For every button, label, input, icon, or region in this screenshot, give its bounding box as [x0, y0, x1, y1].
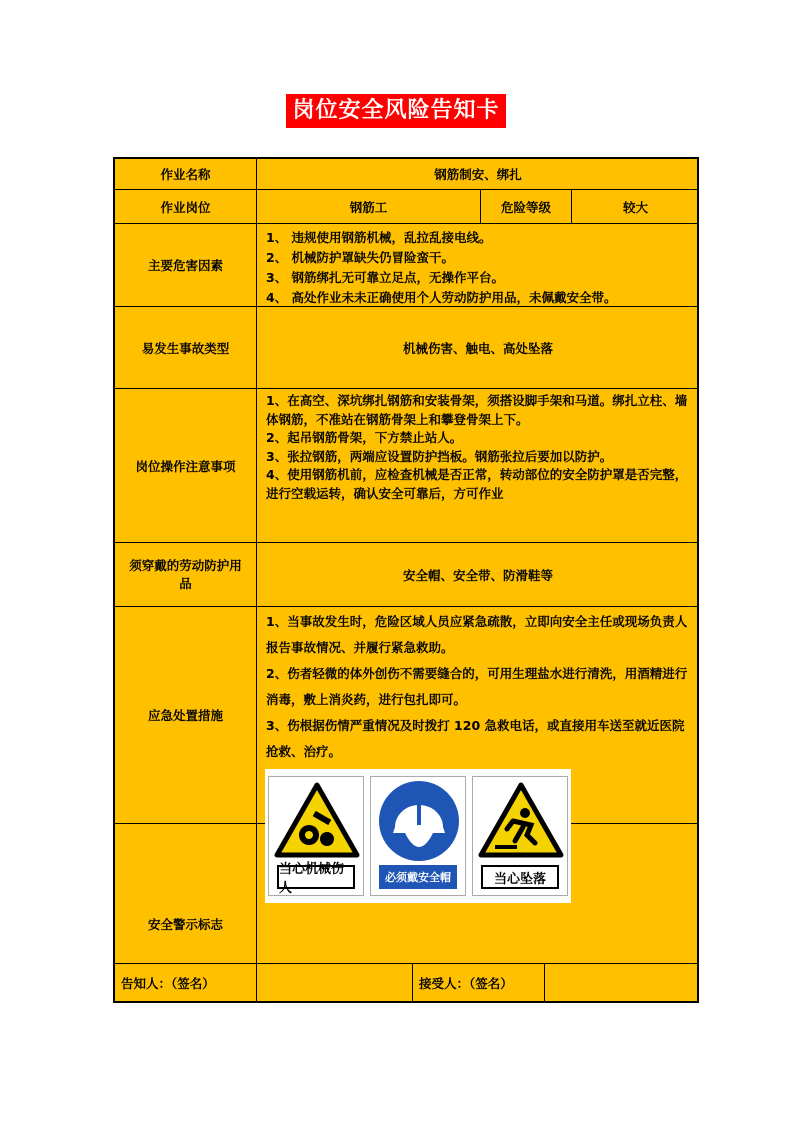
hazard-item: 4、 高处作业未未正确使用个人劳动防护用品，未佩戴安全带。	[266, 290, 617, 305]
emergency-item: 3、伤根据伤情严重情况及时拨打 120 急救电话，或直接用车送至就近医院抢救、治疗。	[266, 718, 685, 759]
emergency-label: 应急处置措施	[147, 708, 223, 723]
machine-warning-icon	[269, 777, 365, 865]
precaution-item: 3、张拉钢筋，两端应设置防护挡板。钢筋张拉后要加以防护。	[266, 448, 613, 464]
risk-card	[113, 157, 699, 1003]
hazards-label: 主要危害因素	[147, 258, 223, 273]
accident-types-label: 易发生事故类型	[141, 340, 230, 356]
precautions-list	[262, 392, 699, 503]
notifier-signature-label: 告知人：（签名）	[121, 975, 215, 991]
emergency-item: 1、当事故发生时，危险区域人员应紧急疏散，立即向安全主任或现场负责人报告事故情况、并履行紧急救助。	[266, 614, 688, 655]
sign-label: 必须戴安全帽	[379, 865, 457, 889]
fall-warning-sign	[472, 776, 568, 896]
job-post-value: 钢筋工	[349, 199, 388, 215]
signs-label: 安全警示标志	[147, 916, 223, 932]
job-name-value: 钢筋制安、绑扎	[434, 167, 522, 182]
machine-injury-sign	[268, 776, 364, 896]
ppe-label: 须穿戴的劳动防护用品	[129, 557, 242, 591]
hazard-item: 2、 机械防护罩缺失仍冒险蛮干。	[266, 250, 455, 265]
precautions-label: 岗位操作注意事项	[135, 458, 236, 474]
risk-level-label: 危险等级	[500, 199, 551, 215]
sign-label: 当心机械伤人	[277, 865, 355, 889]
page-title: 岗位安全风险告知卡	[286, 94, 506, 128]
emergency-item: 2、伤者轻微的体外创伤不需要缝合的，可用生理盐水进行清洗，用酒精进行消毒，敷上消炎药，进行包扎即可。	[266, 666, 688, 707]
ppe-value: 安全帽、安全带、防滑鞋等	[402, 567, 553, 583]
col-divider	[412, 963, 413, 1001]
risk-level-value: 较大	[622, 199, 648, 215]
hazard-item: 1、 违规使用钢筋机械，乱拉乱接电线。	[266, 230, 492, 245]
helmet-icon	[371, 777, 467, 865]
helmet-required-sign	[370, 776, 466, 896]
hazard-item: 3、 钢筋绑扎无可靠立足点，无操作平台。	[266, 270, 505, 285]
receiver-signature-field[interactable]	[545, 964, 699, 1001]
safety-signs-image	[265, 769, 571, 903]
job-name-label: 作业名称	[160, 167, 211, 182]
notifier-signature-field[interactable]	[257, 964, 412, 1001]
job-post-label: 作业岗位	[160, 199, 211, 215]
emergency-list	[262, 609, 699, 764]
sign-label: 当心坠落	[481, 865, 559, 889]
precaution-item: 2、起吊钢筋骨架，下方禁止站人。	[266, 430, 463, 445]
receiver-signature-label: 接受人：（签名）	[419, 975, 513, 991]
accident-types-value: 机械伤害、触电、高处坠落	[402, 340, 553, 356]
fall-warning-icon	[473, 777, 569, 865]
hazards-list	[262, 228, 699, 308]
precaution-item: 4、使用钢筋机前，应检查机械是否正常，转动部位的安全防护罩是否完整，进行空载运转，确认安全可靠后，方可作业	[266, 467, 688, 501]
precaution-item: 1、在高空、深坑绑扎钢筋和安装骨架，须搭设脚手架和马道。绑扎立柱、墙体钢筋，不准站在钢筋骨架上和攀登骨架上下。	[266, 393, 688, 427]
